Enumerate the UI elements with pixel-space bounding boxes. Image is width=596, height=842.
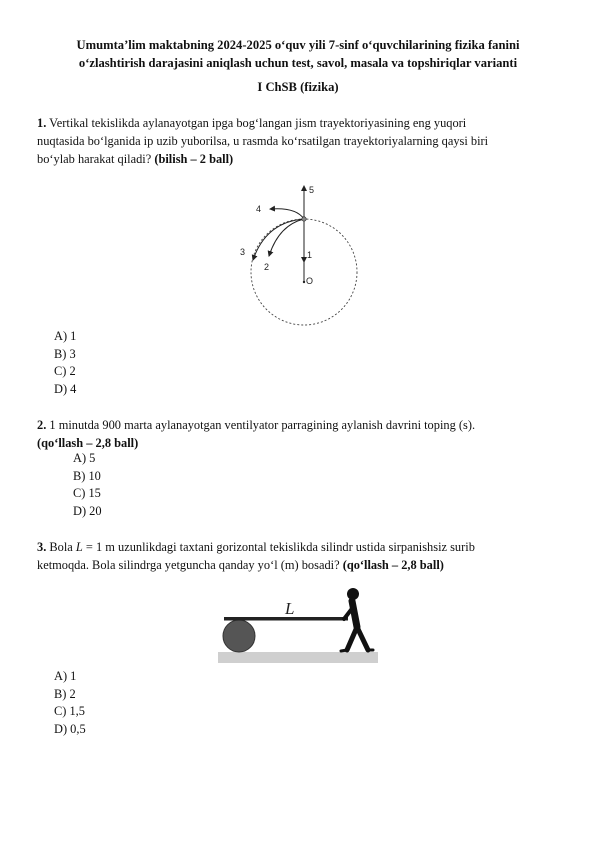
answer-option[interactable]: D) 4: [54, 381, 77, 396]
answer-option[interactable]: A) 1: [54, 329, 77, 343]
question-score: (qo‘llash – 2,8 ball): [37, 436, 139, 450]
question-line: 1 minutda 900 marta aylanayotgan ventilyator parragining aylanish davrini toping (s).: [49, 418, 476, 432]
question-score: (bilish – 2 ball): [154, 152, 234, 166]
answer-option[interactable]: D) 20: [73, 503, 102, 518]
answer-option[interactable]: B) 2: [54, 686, 76, 701]
question-line: Vertikal tekislikda aylanayotgan ipga bog‘langan jism trayektoriyasining eng yuqori: [49, 116, 467, 130]
label-3: 3: [240, 247, 246, 257]
board-length-label: L: [285, 599, 295, 618]
answer-option[interactable]: D) 0,5: [54, 721, 86, 736]
answer-option[interactable]: C) 15: [73, 486, 101, 500]
label-4: 4: [256, 204, 262, 214]
question-score: (qo‘llash – 2,8 ball): [342, 558, 444, 572]
question-number: 3.: [37, 540, 47, 554]
label-center: O: [306, 276, 314, 286]
label-1: 1: [307, 250, 313, 260]
question-line: bo‘ylab harakat qiladi?: [37, 152, 152, 166]
answer-option[interactable]: A) 5: [73, 451, 96, 465]
boy-figure: [341, 588, 373, 651]
ground: [218, 652, 378, 663]
question-line: Bola: [49, 540, 76, 554]
answer-option[interactable]: B) 3: [54, 346, 76, 361]
title-line-1: Umumta’lim maktabning 2024-2025 o‘quv yili 7-sinf o‘quvchilarining fizika fanini: [76, 38, 520, 52]
answer-option[interactable]: C) 1,5: [54, 704, 85, 718]
question-number: 1.: [37, 116, 47, 130]
cylinder: [223, 620, 255, 652]
label-5: 5: [309, 185, 315, 195]
answer-option[interactable]: A) 1: [54, 669, 77, 683]
title-line-2: o‘zlashtirish darajasini aniqlash uchun test, savol, masala va topshiriqlar varianti: [78, 56, 518, 70]
question-line: = 1 m uzunlikdagi taxtani gorizontal tekislikda silindr ustida sirpanishsiz surib: [82, 540, 475, 554]
label-2: 2: [264, 262, 270, 272]
question-number: 2.: [37, 418, 47, 432]
question-3-options: [54, 668, 86, 738]
answer-option[interactable]: C) 2: [54, 364, 76, 378]
question-line: nuqtasida bo‘lganida ip uzib yuborilsa, u rasmda ko‘rsatilgan trayektoriyalarning qaysi biri: [37, 134, 489, 148]
question-line: ketmoqda. Bola silindrga yetguncha qanday yo‘l (m) bosadi?: [37, 558, 340, 572]
answer-option[interactable]: B) 10: [73, 468, 101, 483]
variable-L: L: [75, 540, 83, 554]
document-subtitle: I ChSB (fizika): [257, 80, 339, 94]
